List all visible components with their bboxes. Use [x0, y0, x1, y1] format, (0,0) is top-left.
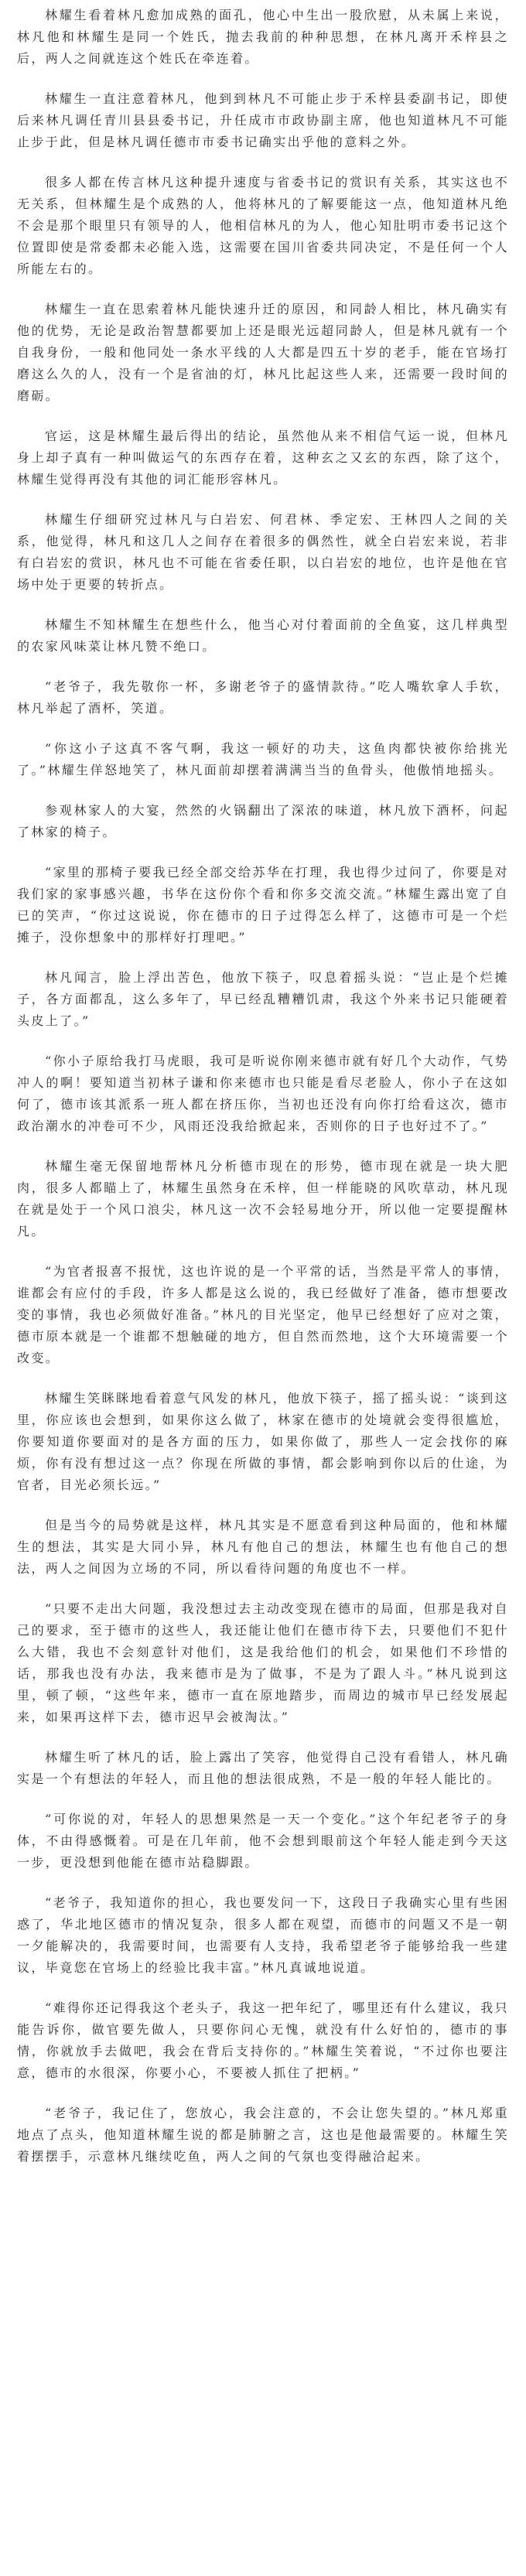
paragraph: 但是当今的局势就是这样，林凡其实是不愿意看到这种局面的，他和林耀生的想法，其实是大同小异，林凡有他自己的想法，林耀生也有他自己的想法，两人之间因为立场的不同，所以看待问题的角度也不一样。	[17, 1518, 509, 1576]
paragraph: “你小子原给我打马虎眼，我可是听说你刚来德市就有好几个大动作，气势冲人的啊！要知道当初林子谦和你来德市也只能是看尽老脸人，你小子在这如何了，德市该其派系一班人都在挤压你，当初也还没有向你打给看这次，德市政治潮水的冲卷可不少，风雨还没我给掀起来，否则你的日子也好过不了。”	[17, 1054, 509, 1133]
paragraph: “老爷子，我先敬你一杯，多谢老爷子的盛情款待。”吃人嘴软拿人手软，林凡举起了酒杯，笑道。	[17, 679, 509, 716]
paragraph: 林耀生看着林凡愈加成熟的面孔，他心中生出一股欣慰，从未属上来说，林凡他和林耀生是同一个姓氏，抛去我前的种种思想，在林凡离开禾梓县之后，两人之间就连这个姓氏在牵连着。	[17, 8, 509, 66]
paragraph: “老爷子，我记住了，您放心，我会注意的，不会让您失望的。”林凡郑重地点了点头，他知道林耀生说的都是肺腑之言，这也是他最需要的。林耀生笑着摆摆手，示意林凡继续吃鱼，两人之间的气氛也变得融洽起来。	[17, 2106, 509, 2164]
paragraph: 林耀生听了林凡的话，脸上露出了笑容，他觉得自己没有看错人，林凡确实是一个有想法的年轻人，而且他的想法很成熟，不是一般的年轻人能比的。	[17, 1750, 509, 1786]
paragraph: 林耀生一直在思索着林凡能快速升迁的原因，和同龄人相比，林凡确实有他的优势，无论是政治智慧都要加上还是眼光远超同龄人，但是林凡就有一个自我身份，一般和他同处一条水平线的人大都是四五十岁的老手，能在官场打磨这么久的人，没有一个是省油的灯，林凡比起这些人来，还需要一段时间的磨砺。	[17, 302, 509, 403]
paragraph: 林耀生笑眯眯地看着意气风发的林凡，他放下筷子，摇了摇头说：“谈到这里，你应该也会想到，如果你这么做了，林家在德市的处境就会变得很尴尬，你要知道你要面对的是各方面的压力，如果你做了，那些人一定会找你的麻烦，你有没有想过这一点？你现在所做的事情，都会影响到你以后的仕途，为官者，目光必须长远。”	[17, 1391, 509, 1492]
paragraph: “为官者报喜不报忧，这也许说的是一个平常的话，当然是平常人的事情，谁都会有应付的手段，许多人都是这么说的，我已经做好了准备，德市想要改变的事情，我也必须做好准备。”林凡的目光坚定，他早已经想好了应对之策，德市原本就是一个谁都不想触碰的地方，但自然而然地，这个大环境需要一个改变。	[17, 1264, 509, 1365]
paragraph: “家里的那椅子要我已经全部交给苏华在打理，我也得少过问了，你要是对我们家的家事感兴趣，书华在这份你个看和你多交流交流。”林耀生露出宽了自已的笑声，“你过这说说，你在德市的日子过得怎么样了，这德市可是一个烂摊子，没你想象中的那样好打理吧。”	[17, 865, 509, 945]
paragraph: 林耀生不知林耀生在想些什么，他当心对付着面前的全鱼宴，这几样典型的农家风味菜让林凡赞不绝口。	[17, 617, 509, 654]
paragraph: “你这小子这真不客气啊，我这一顿好的功夫，这鱼肉都快被你给挑光了。”林耀生佯怒地笑了，林凡面前却摆着满满当当的鱼骨头，他傲悄地摇头。	[17, 741, 509, 777]
paragraph: “只要不走出大问题，我没想过去主动改变现在德市的局面，但那是我对自己的要求，至于德市的这些人，我还能让他们在德市待下去，只要他们不犯什么大错，我也不会刻意针对他们，这是我给他们的机会，如果他们不珍惜的话，那我也没有办法，我来德市是为了做事，不是为了跟人斗。”林凡说到这里，顿了顿，“这些年来，德市一直在原地踏步，而周边的城市早已经发展起来，如果再这样下去，德市迟早会被淘汰。”	[17, 1601, 509, 1724]
paragraph: 林耀生一直注意着林凡，他到到林凡不可能止步于禾梓县委副书记，即使后来林凡调任青川县县委书记，升任成市市政协副主席，他也知道林凡不可能止步于此，但是林凡调任德市市委书记确实出乎他的意料之外。	[17, 91, 509, 149]
paragraph: “难得你还记得我这个老头子，我这一把年纪了，哪里还有什么建议，我只能告诉你，做官要先做人，只要你问心无愧，就没有什么好怕的，德市的事情，你就放手去做吧，我会在背后支持你的。”林耀生笑着说，“不过你也要注意，德市的水很深，你要小心，不要被人抓住了把柄。”	[17, 2000, 509, 2080]
paragraph: “可你说的对，年轻人的思想果然是一天一个变化。”这个年纪老爷子的身体，不由得感慨着。可是在几年前，他不会想到眼前这个年轻人能走到今天这一步，更没想到他能在德市站稳脚跟。	[17, 1812, 509, 1870]
paragraph: 很多人都在传言林凡这种提升速度与省委书记的赏识有关系，其实这也不无关系，但林耀生是个成熟的人，他将林凡的了解要能这一点，他知道林凡绝不会是那个眼里只有领导的人，他相信林凡的为人，他心知肚明市委书记这个位置即使是常委都未必能入选，这需要在国川省委共同决定，不是任何一个人所能左右的。	[17, 175, 509, 276]
paragraph: 林凡闻言，脸上浮出苦色，他放下筷子，叹息着摇头说：“岂止是个烂摊子，各方面都乱，这么多年了，早已经乱糟糟饥肃，我这个外来书记只能硬着头皮上了。”	[17, 970, 509, 1028]
paragraph: 官运，这是林耀生最后得出的结论，虽然他从来不相信气运一说，但林凡身上却子真有一种叫做运气的东西存在着，这种玄之又玄的东西，除了这个，林耀生觉得再没有其他的词汇能形容林凡。	[17, 429, 509, 487]
paragraph: 参观林家人的大宴，然然的火锅翻出了深浓的味道，林凡放下酒杯，问起了林家的椅子。	[17, 803, 509, 839]
paragraph: 林耀生仔细研究过林凡与白岩宏、何君林、季定宏、王林四人之间的关系，他觉得，林凡和这几人之间存在着很多的偶然性，就全白岩宏来说，若非有白岩宏的赏识，林凡也不可能在省委任职，以白岩宏的地位，也许是他在官场中处于更要的转折点。	[17, 512, 509, 592]
paragraph: 林耀生毫无保留地帮林凡分析德市现在的形势，德市现在就是一块大肥肉，很多人都瞄上了，林耀生虽然身在禾梓，但一样能晓的风吹草动，林凡现在就是处于一个风口浪尖，林凡这一次不会轻易地分开，所以他一定要提醒林凡。	[17, 1159, 509, 1238]
paragraph: “老爷子，我知道你的担心，我也要发问一下，这段日子我确实心里有些困惑了，华北地区德市的情况复杂，很多人都在观望，而德市的问题又不是一朝一夕能解决的，我需要时间，也需要有人支持，我希望老爷子能够给我一些建议，毕竟您在官场上的经验比我丰富。”林凡真诚地说道。	[17, 1895, 509, 1975]
